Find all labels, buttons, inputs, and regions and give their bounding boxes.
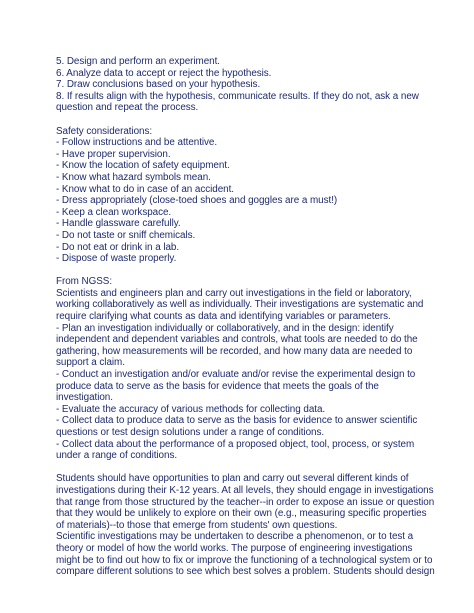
ngss-heading: From NGSS: [56, 276, 113, 288]
closing-line: compare different solutions to see which best solves a problem. Students should design [56, 566, 435, 578]
ngss-line: - Collect data about the performance of a proposed object, tool, process, or system [56, 438, 415, 450]
closing-line: Students should have opportunities to plan and carry out several different kinds of [56, 473, 409, 485]
ngss-line: independent and dependent variables and controls, what tools are needed to do the [56, 334, 418, 346]
ngss-line: - Collect data to produce data to serve as the basis for evidence to answer scientific [56, 415, 418, 427]
closing-line: Scientific investigations may be undertaken to describe a phenomenon, or to test a [56, 531, 414, 543]
document-page [56, 56, 435, 578]
safety-item: - Follow instructions and be attentive. [56, 137, 218, 149]
spacer [56, 265, 416, 277]
ngss-line: Scientists and engineers plan and carry out investigations in the field or laboratory, [56, 287, 412, 299]
ngss-line: questions or test design solutions under a range of conditions. [56, 427, 325, 438]
ngss-line: support a claim. [56, 357, 125, 369]
step-item-continued: question and repeat the process. [56, 102, 199, 114]
ngss-section [56, 276, 424, 462]
safety-item: - Dispose of waste properly. [56, 253, 177, 265]
safety-item: - Have proper supervision. [56, 148, 171, 160]
safety-heading: Safety considerations: [56, 125, 153, 137]
ngss-line: produce data to serve as the basis for evidence that meets the goals of the [56, 380, 379, 392]
step-item: 8. If results align with the hypothesis, communicate results. If they do not, ask a new [56, 90, 419, 102]
ngss-line: working collaboratively as well as individually. Their investigations are systematic and [56, 299, 424, 311]
safety-item: - Know what hazard symbols mean. [56, 171, 211, 183]
step-item: 6. Analyze data to accept or reject the hypothesis. [56, 67, 272, 79]
safety-item: - Know what to do in case of an accident. [56, 183, 235, 195]
safety-item: - Dress appropriately (close-toed shoes and goggles are a must!) [56, 195, 338, 207]
ngss-line: - Conduct an investigation and/or evaluate and/or revise the experimental design to [56, 369, 416, 381]
closing-line: that range from those structured by the teacher--in order to expose an issue or question [56, 496, 435, 508]
closing-line: of materials)--to those that emerge from students' own questions. [56, 519, 338, 531]
spacer [56, 114, 416, 126]
safety-section [56, 126, 416, 265]
safety-item: - Keep a clean workspace. [56, 206, 172, 218]
safety-item: - Handle glassware carefully. [56, 218, 181, 230]
closing-section [56, 473, 435, 578]
spacer [56, 462, 416, 474]
steps-list [56, 56, 419, 114]
ngss-line: require clarifying what counts as data and identifying variables or parameters. [56, 311, 391, 323]
safety-item: - Do not taste or sniff chemicals. [56, 229, 196, 241]
ngss-line: investigation. [56, 392, 113, 404]
closing-line: investigations during their K-12 years. At all levels, they should engage in investigations [56, 484, 434, 496]
closing-line: theory or model of how the world works. The purpose of engineering investigations [56, 542, 413, 554]
ngss-line: - Plan an investigation individually or collaboratively, and in the design: identify [56, 322, 394, 334]
closing-line: might be to find out how to fix or improve the functioning of a technological system or to [56, 554, 433, 566]
safety-item: - Do not eat or drink in a lab. [56, 241, 180, 253]
safety-item: - Know the location of safety equipment. [56, 160, 230, 172]
ngss-line: - Evaluate the accuracy of various methods for collecting data. [56, 403, 326, 415]
ngss-line: under a range of conditions. [56, 450, 178, 462]
step-item: 5. Design and perform an experiment. [56, 56, 220, 67]
step-item: 7. Draw conclusions based on your hypothesis. [56, 79, 261, 91]
closing-line: that they would be unlikely to explore on their own (e.g., measuring specific properties [56, 508, 427, 520]
ngss-line: gathering, how measurements will be recorded, and how many data are needed to [56, 345, 413, 357]
